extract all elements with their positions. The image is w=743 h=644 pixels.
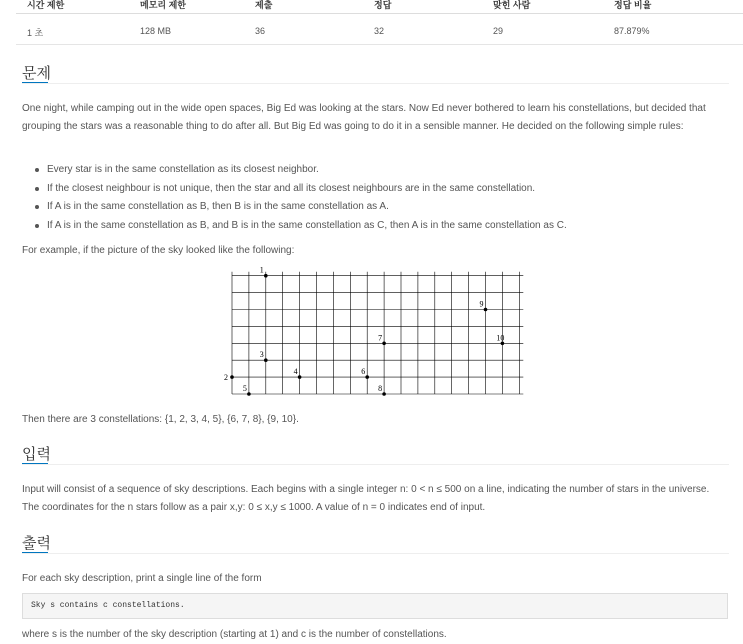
stats-divider [16, 13, 743, 14]
star-3 [264, 358, 268, 362]
output-section-rule [22, 553, 729, 554]
star-6 [365, 375, 369, 379]
star-1 [264, 274, 268, 278]
output-after-text: where s is the number of the sky description (starting at 1) and c is the number of constellations. [22, 629, 447, 640]
stats-value-time-limit: 1 초 [27, 28, 44, 38]
star-label-9: 9 [479, 299, 484, 309]
problem-section-title: 문제 [22, 65, 51, 82]
stats-value-solved: 29 [493, 26, 504, 36]
star-5 [247, 392, 251, 396]
star-label-3: 3 [259, 350, 264, 360]
rule-item: If A is in the same constellation as B, then B is in the same constellation as A. [22, 198, 722, 217]
star-label-5: 5 [242, 384, 247, 393]
stats-value-submissions: 36 [255, 26, 266, 36]
stats-header-solved: 맞힌 사람 [493, 0, 531, 10]
rule-item: If the closest neighbour is not unique, then the star and all its closest neighbours are in the same constellation. [22, 180, 722, 199]
problem-intro: One night, while camping out in the wide open spaces, Big Ed was looking at the stars. Now Ed never bothered to learn his constellations, but decided that grouping the stars was a reasonable thing to do after all. But Big Ed was going to do it in a sensible manner. He decided on the following simple rules: [22, 103, 706, 132]
star-7 [382, 342, 386, 346]
star-2 [230, 375, 234, 379]
star-4 [298, 375, 302, 379]
example-result: Then there are 3 constellations: {1, 2, 3, 4, 5}, {6, 7, 8}, {9, 10}. [22, 414, 299, 425]
problem-stats-table [0, 0, 743, 45]
star-label-1: 1 [259, 266, 264, 275]
sky-figure [222, 266, 526, 400]
output-section-title: 출력 [22, 535, 51, 552]
star-label-7: 7 [378, 333, 383, 343]
stats-header-submissions: 제출 [255, 0, 273, 10]
star-9 [484, 308, 488, 312]
rule-item: If A is in the same constellation as B, and B is in the same constellation as C, then A is in the same constellation as C. [22, 217, 722, 236]
stats-header-row [0, 0, 743, 12]
star-label-6: 6 [361, 367, 366, 377]
star-label-10: 10 [496, 333, 505, 343]
output-description: For each sky description, print a single line of the form [22, 573, 262, 584]
star-8 [382, 392, 386, 396]
star-label-2: 2 [224, 373, 228, 383]
input-description: Input will consist of a sequence of sky descriptions. Each begins with a single integer n: 0 < n ≤ 500 on a line, indicating the number of stars in the universe. The coordinates for the n stars follow as a pair x,y: 0 ≤ x,y ≤ 1000. A value of n = 0 indicates end of input. [22, 484, 710, 513]
stats-header-ratio: 정답 비율 [614, 0, 652, 10]
stats-value-ratio: 87.879% [614, 26, 650, 36]
stats-value-accepted: 32 [374, 26, 385, 36]
input-section-title: 입력 [22, 446, 51, 463]
rule-item: Every star is in the same constellation as its closest neighbor. [22, 161, 722, 180]
example-intro: For example, if the picture of the sky looked like the following: [22, 245, 295, 256]
input-section-rule [22, 464, 729, 465]
output-format-code: Sky s contains c constellations. [31, 601, 185, 610]
sky-grid-diagram [222, 266, 526, 400]
star-label-8: 8 [378, 384, 383, 393]
stats-value-memory-limit: 128 MB [140, 26, 172, 36]
star-label-4: 4 [293, 367, 298, 377]
stats-header-time-limit: 시간 제한 [27, 0, 65, 10]
rules-list [22, 161, 722, 235]
problem-section-rule [22, 83, 729, 84]
stats-header-accepted: 정답 [374, 0, 392, 10]
output-format-code-block[interactable] [22, 593, 728, 619]
stats-bottom-border [16, 44, 743, 45]
stats-header-memory-limit: 메모리 제한 [140, 0, 186, 10]
